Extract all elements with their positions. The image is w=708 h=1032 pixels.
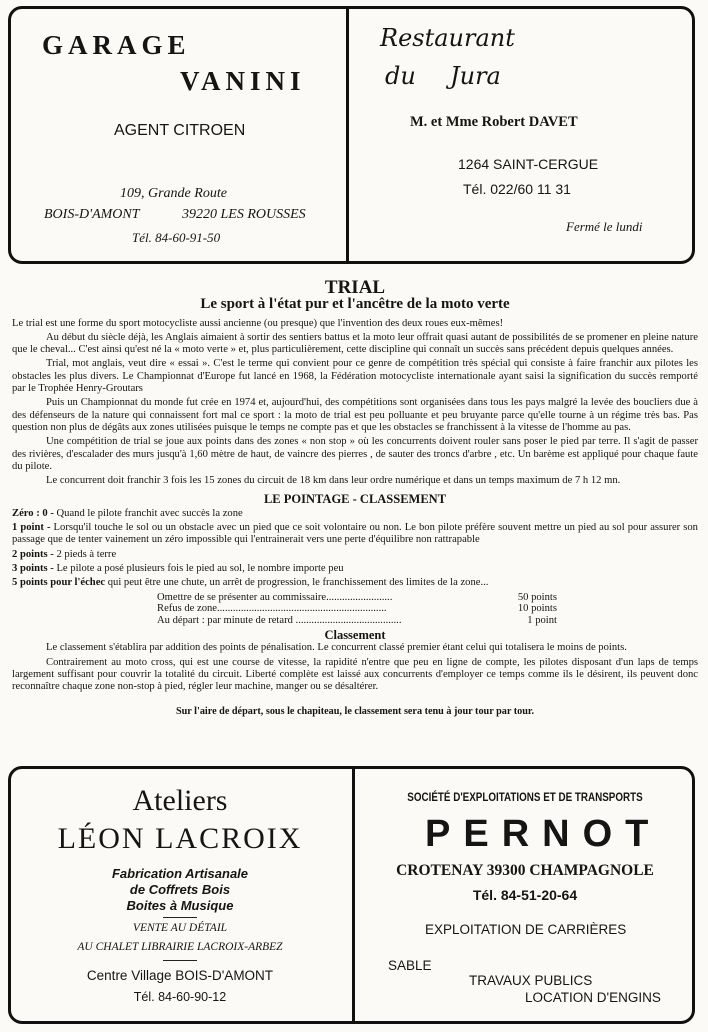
restaurant-closed: Fermé le lundi	[566, 219, 643, 234]
points-rule-label: Zéro : 0 -	[12, 507, 54, 519]
points-rule	[12, 577, 698, 589]
lacroix-address: Centre Village BOIS-D'AMONT	[86, 968, 274, 983]
pernot-header: SOCIÉTÉ D'EXPLOITATIONS ET DE TRANSPORTS	[407, 790, 643, 804]
lacroix-desc3: Boites à Musique	[126, 898, 234, 913]
points-rule-label: 5 points pour l'échec	[12, 577, 106, 589]
lacroix-desc2: de Coffrets Bois	[129, 882, 231, 897]
closing-note: Sur l'aire de départ, sous le chapiteau, le classement sera tenu à jour tour par tour.	[175, 705, 535, 717]
penalty-row	[157, 615, 557, 627]
lacroix-desc1: Fabrication Artisanale	[111, 866, 249, 881]
garage-name: VANINI	[180, 66, 306, 96]
penalty-table	[157, 592, 557, 627]
points-rule-label: 2 points -	[12, 548, 54, 560]
lacroix-rule	[163, 960, 197, 961]
article-paragraph: Le concurrent doit franchir 3 fois les 15 zones du circuit de 18 km dans leur ordre numérique et dans un temps maximum de 7 h 12 mn.	[46, 475, 621, 487]
lacroix-rule	[163, 917, 197, 918]
pernot-service-public-works: TRAVAUX PUBLICS	[469, 973, 593, 988]
penalty-label: Omettre de se présenter au commissaire.........................	[157, 591, 393, 603]
penalty-row	[157, 592, 557, 604]
restaurant-phone: Tél. 022/60 11 31	[463, 181, 571, 197]
restaurant-address: 1264 SAINT-CERGUE	[458, 156, 599, 172]
garage-town-left: BOIS-D'AMONT	[44, 207, 140, 222]
pernot-address: CROTENAY 39300 CHAMPAGNOLE	[396, 862, 654, 879]
classement-paragraph: Contrairement au moto cross, qui est une course de vitesse, la rapidité n'entre que peu en ligne de compte, les pilotes disposant d'un laps de temps largement suffisant pour couvrir la totalité du circuit. Liberté complète est laissé aux concurrents d'employer ce temps comme ils le désirent, ils peuvent donc reconnaître chaque zone non-stop à pied, régler leur machine, manger ou se désaltérer.	[12, 656, 698, 693]
section-title: LE POINTAGE - CLASSEMENT	[263, 492, 447, 507]
garage-phone: Tél. 84-60-91-50	[132, 230, 221, 245]
points-rule	[12, 563, 698, 575]
restaurant-du: du	[385, 62, 416, 90]
lacroix-phone: Tél. 84-60-90-12	[133, 990, 227, 1004]
classement-title: Classement	[324, 628, 386, 643]
pernot-service-rental: LOCATION D'ENGINS	[525, 990, 661, 1005]
article-paragraph: Le trial est une forme du sport motocycliste aussi ancienne (ou presque) que l'invention des deux roues eux-mêmes!	[12, 317, 504, 329]
points-rule-text: Lorsqu'il touche le sol ou un obstacle avec un pied que ce soit volontaire ou non. Le bon pilote préfère souvent mettre un pied au sol pour assurer son passage que de tenter vainement un zéro impossible qui l'entrainerait vers une perte d'équilibre non rattrapable	[12, 522, 698, 546]
restaurant-owners: M. et Mme Robert DAVET	[410, 114, 578, 130]
article-paragraph: Trial, mot anglais, veut dire « essai ». C'est le terme qui convient pour ce genre de compétition très spécial qui consiste à faire franchir aux pilotes les obstacles les plus divers. Le Championnat d'Europe fut lancé en 1968, la Fédération motocycliste internationale ayant saisi la signification du succès remporté par le Trophée Henry-Groutars	[12, 358, 698, 395]
lacroix-name: LÉON LACROIX	[57, 822, 303, 855]
points-rule	[12, 549, 698, 561]
pernot-service-sand: SABLE	[388, 958, 432, 973]
restaurant-jura: Jura	[450, 62, 501, 90]
article-paragraph: Une compétition de trial se joue aux points dans des zones « non stop » où les concurrents doivent rouler sans poser le pied par terre. Il s'agit de passer des rivières, d'escalader des murs jusqu'à 1,60 mètre de haut, de vaincre des pierres , de sauter des troncs d'arbre , etc. Un barème est appliqué pour chaque faute du pilote.	[12, 436, 698, 472]
penalty-value: 10 points	[517, 603, 557, 615]
article-paragraph: Puis un Championnat du monde fut crée en 1974 et, aujourd'hui, des compétitions sont organisées dans tous les pays malgré la levée des boucliers due à des défenseurs de la nature qui connaissent fort mal ce sport : la moto de trial est peu polluante et peu bruyante parce qu'elle tourne à un régime très bas. Pas question non plus de dégâts aux zones utilisées puisque le temps ne compte pas et que les obstacles se franchissent à la vitesse de l'homme au pas.	[12, 397, 698, 433]
garage-town-right: 39220 LES ROUSSES	[182, 207, 306, 222]
garage-agent: AGENT CITROEN	[114, 122, 246, 139]
points-rule-text: Quand le pilote franchit avec succès la zone	[53, 507, 243, 519]
points-rule-label: 1 point -	[12, 522, 51, 534]
top-ad-divider	[346, 7, 349, 263]
lacroix-sale2: AU CHALET LIBRAIRIE LACROIX-ARBEZ	[77, 941, 283, 953]
penalty-value: 1 point	[527, 614, 557, 626]
penalty-value: 50 points	[517, 591, 557, 603]
article	[12, 277, 698, 718]
article-title: TRIAL	[324, 277, 386, 298]
points-rule-text: Le pilote a posé plusieurs fois le pied au sol, le nombre importe peu	[53, 562, 344, 574]
article-subtitle: Le sport à l'état pur et l'ancêtre de la moto verte	[200, 296, 510, 313]
penalty-label: Refus de zone................................................................	[157, 603, 387, 615]
lacroix-sale1: VENTE AU DÉTAIL	[132, 922, 228, 934]
garage-title: GARAGE	[42, 30, 191, 60]
penalty-label: Au départ : par minute de retard ........................................	[157, 614, 402, 626]
points-rule-text: qui peut être une chute, un arrêt de progression, le franchissement des limites de la zone...	[105, 577, 489, 589]
pernot-phone: Tél. 84-51-20-64	[472, 887, 578, 903]
points-rule-label: 3 points -	[12, 562, 54, 574]
article-paragraph: Au début du siècle déjà, les Anglais aimaient à sortir des sentiers battus et la moto leur offrait quasi autant de possibilités de se promener en pleine nature que le cheval... C'est ainsi qu'est né la « moto verte » et, plus particulièrement, cette discipline qui connaît un succès sans précédent depuis quelques années.	[12, 331, 698, 356]
classement-paragraph: Le classement s'établira par addition des points de pénalisation. Le concurrent classé premier étant celui qui totalisera le moins de points.	[46, 642, 627, 654]
points-rule-text: 2 pieds à terre	[53, 548, 117, 560]
garage-address: 109, Grande Route	[120, 186, 227, 201]
restaurant-title: Restaurant	[380, 24, 515, 52]
penalty-row	[157, 603, 557, 615]
points-rule	[12, 522, 698, 547]
pernot-name: PERNOT	[425, 813, 662, 855]
lacroix-ateliers: Ateliers	[132, 784, 228, 817]
pernot-service-quarries: EXPLOITATION DE CARRIÈRES	[425, 922, 627, 937]
points-rule	[12, 508, 698, 520]
